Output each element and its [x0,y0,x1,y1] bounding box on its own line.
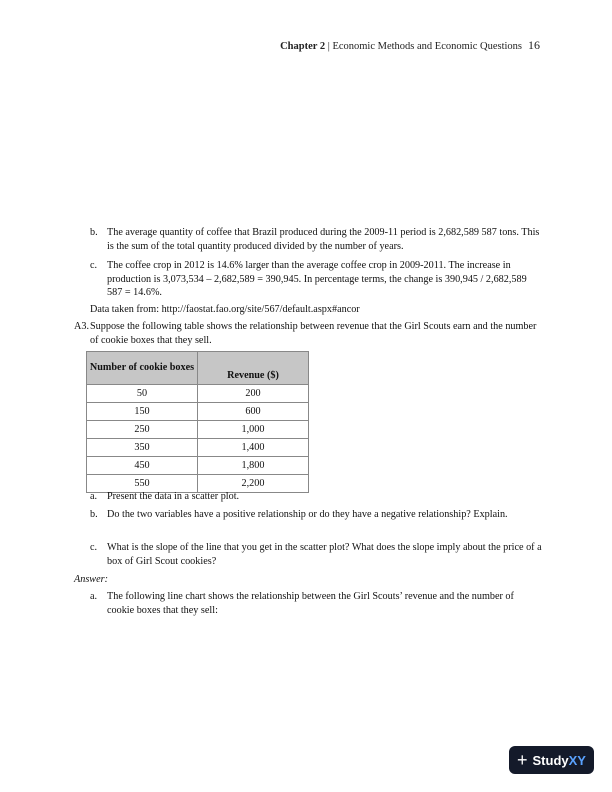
item-text: The coffee crop in 2012 is 14.6% larger than the average coffee crop in 2009-2011. The increase in production is 3,073,534 – 2,682,589 = 390,945. In percentage terms, the change is 390,945 / 2,682,589 587 = 14.6%. [107,260,527,298]
studyxy-badge[interactable] [509,746,594,774]
table-header-row [87,352,309,385]
table-row [87,385,309,403]
header-separator: | [325,41,333,52]
table-cell: 1,000 [198,421,309,439]
item-text: Do the two variables have a positive relationship or do they have a negative relationship? Explain. [107,509,508,520]
table-cell: 150 [87,403,198,421]
column-header-revenue: Revenue ($) [198,352,309,385]
list-item [90,508,543,522]
item-label: b. [90,509,98,520]
table-cell: 2,200 [198,475,309,493]
item-label: c. [90,260,98,271]
badge-text-suffix: XY [568,752,586,768]
list-item [90,226,543,253]
table-row [87,403,309,421]
item-text: What is the slope of the line that you get in the scatter plot? What does the slope imply about the price of a box of Girl Scout cookies? [107,542,542,567]
badge-text-prefix: Study [532,752,569,768]
table-cell: 1,400 [198,439,309,457]
answer-label: Answer: [74,574,108,585]
table-cell: 1,800 [198,457,309,475]
chapter-number: Chapter 2 [280,41,326,52]
item-label: a. [90,491,98,502]
item-text: Present the data in a scatter plot. [107,491,240,502]
item-text: The following line chart shows the relationship between the Girl Scouts’ revenue and the number of cookie boxes that they sell: [107,591,514,616]
list-item [90,590,543,617]
item-label: c. [90,542,98,553]
data-source: Data taken from: http://faostat.fao.org/site/567/default.aspx#ancor [90,304,360,315]
table-cell: 350 [87,439,198,457]
table-cell: 50 [87,385,198,403]
page-number: 16 [528,38,540,52]
list-item [90,490,543,504]
table-cell: 250 [87,421,198,439]
question-a3 [74,320,544,347]
item-text: The average quantity of coffee that Brazil produced during the 2009-11 period is 2,682,589 587 tons. This is the sum of the total quantity produced divided by the number of years. [107,227,540,252]
list-item [90,541,543,568]
data-table [86,351,309,493]
question-text: Suppose the following table shows the relationship between revenue that the Girl Scouts earn and the number of cookie boxes that they sell. [90,321,537,346]
item-label: a. [90,591,98,602]
table-row [87,439,309,457]
table-row [87,457,309,475]
table-cell: 550 [87,475,198,493]
table-cell: 200 [198,385,309,403]
plus-icon: + [517,750,528,770]
table-row [87,421,309,439]
table-cell: 450 [87,457,198,475]
chapter-title: Economic Methods and Economic Questions [332,41,522,52]
list-item [90,259,543,300]
column-header-boxes: Number of cookie boxes [87,352,198,385]
item-label: b. [90,227,98,238]
page-header [280,38,540,53]
table-cell: 600 [198,403,309,421]
question-label: A3. [74,321,89,332]
